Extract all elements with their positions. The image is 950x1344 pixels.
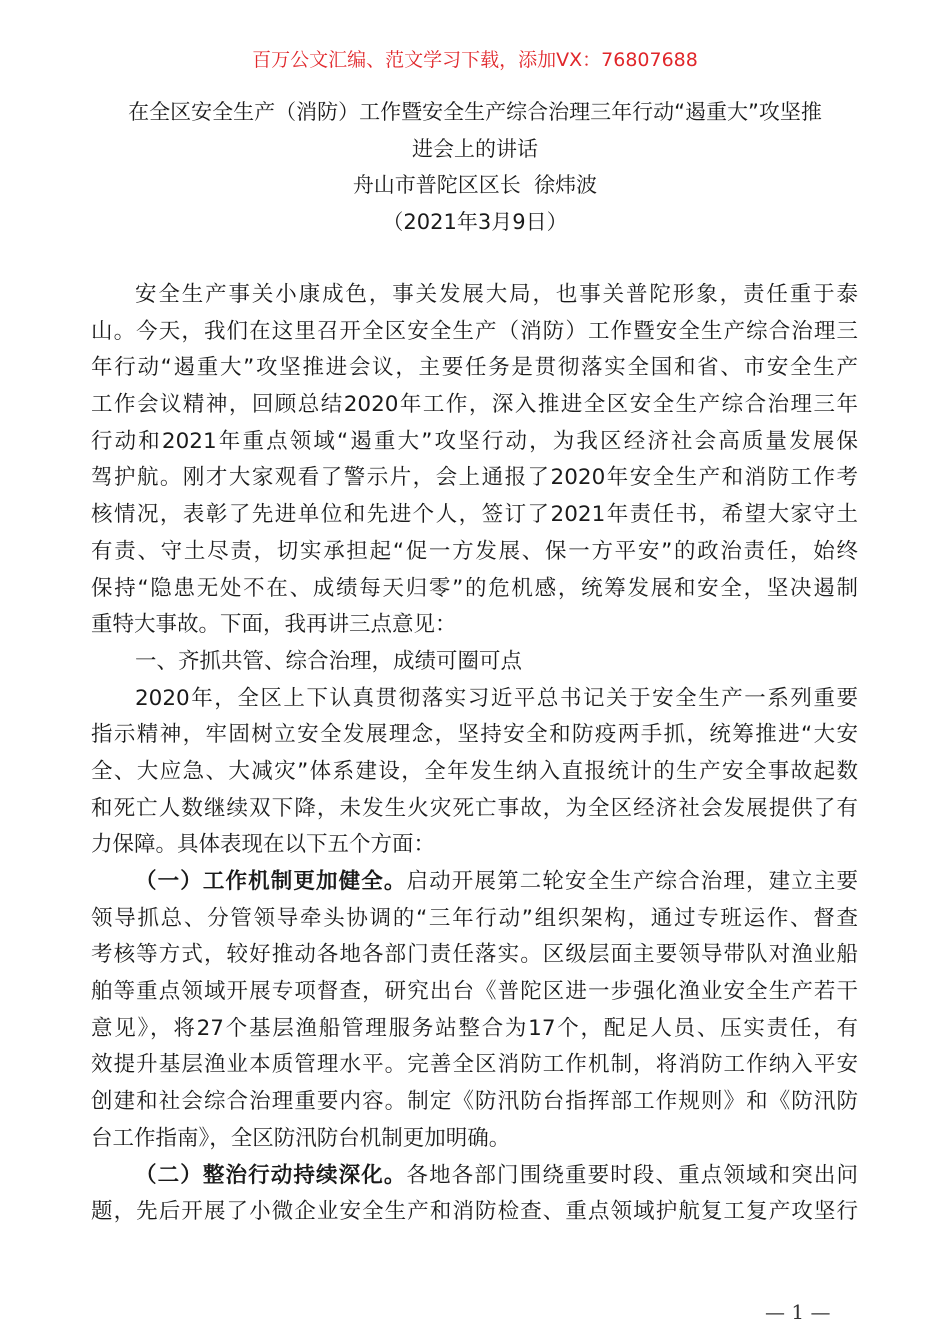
text-line [91,314,858,351]
text-line [91,1047,858,1084]
text-line [91,681,858,718]
line-text: 考核等方式，较好推动各地各部门责任落实。区级层面主要领导带队对渔业船 [91,942,858,968]
line-text: 山。今天，我们在这里召开全区安全生产（消防）工作暨安全生产综合治理三 [91,318,858,344]
paragraph-lead: （一）工作机制更加健全。 [135,869,407,894]
line-text: 行动和2021年重点领域“遏重大”攻坚行动，为我区经济社会高质量发展保 [91,428,858,454]
text-line [91,1194,858,1231]
line-text: 创建和社会综合治理重要内容。制定《防汛防台指挥部工作规则》和《防汛防 [91,1089,858,1115]
line-text: 启动开展第二轮安全生产综合治理，建立主要 [406,869,858,894]
line-text: 指示精神，牢固树立安全发展理念，坚持安全和防疫两手抓，统筹推进“大安 [91,722,858,748]
text-line [91,1121,858,1158]
line-text: 一、齐抓共管、综合治理，成绩可圈可点 [135,648,523,674]
line-text: 领导抓总、分管领导牵头协调的“三年行动”组织架构，通过专班运作、督查 [91,905,858,931]
paragraph [91,277,858,644]
text-line [91,460,858,497]
text-line [91,534,858,571]
text-line [91,1084,858,1121]
line-text: 意见》，将27个基层渔船管理服务站整合为17个，配足人员、压实责任，有 [91,1015,858,1041]
text-line [91,717,858,754]
line-text: 全、大应急、大减灾”体系建设，全年发生纳入直报统计的生产安全事故起数 [91,758,858,784]
text-line [91,754,858,791]
page-number: — 1 — [765,1300,831,1324]
line-text: 力保障。具体表现在以下五个方面： [91,832,436,858]
text-line [91,901,858,938]
text-line [91,607,858,644]
paragraph [91,864,858,1158]
paragraph [91,1158,858,1231]
line-text: 保持“隐患无处不在、成绩每天归零”的危机感，统筹发展和安全，坚决遏制 [91,575,858,601]
line-text: 各地各部门围绕重要时段、重点领域和突出问 [406,1162,858,1188]
paragraph [91,681,858,864]
line-text: 2020年，全区上下认真贯彻落实习近平总书记关于安全生产一系列重要 [135,685,858,711]
speech-date: （2021年3月9日） [382,210,568,234]
text-line [91,350,858,387]
watermark-banner: 百万公文汇编、范文学习下载，添加VX：76807688 [252,49,698,71]
text-line [91,1158,858,1195]
text-line [91,424,858,461]
text-line [91,864,858,901]
line-text: 驾护航。刚才大家观看了警示片，会上通报了2020年安全生产和消防工作考 [91,465,858,491]
text-line [91,644,858,681]
document-title-line-2: 进会上的讲话 [412,137,538,161]
line-text: 有责、守土尽责，切实承担起“促一方发展、保一方平安”的政治责任，始终 [91,538,858,564]
speaker-line: 舟山市普陀区区长 徐炜波 [352,173,598,197]
line-text: 工作会议精神，回顾总结2020年工作，深入推进全区安全生产综合治理三年 [91,392,858,418]
line-text: 重特大事故。下面，我再讲三点意见： [91,612,457,638]
text-line [91,387,858,424]
document-body [91,277,858,1231]
line-text: 效提升基层渔业本质管理水平。完善全区消防工作机制，将消防工作纳入平安 [91,1052,858,1078]
line-text: 和死亡人数继续双下降，未发生火灾死亡事故，为全区经济社会发展提供了有 [91,795,858,821]
text-line [91,827,858,864]
line-text: 台工作指南》，全区防汛防台机制更加明确。 [91,1125,511,1151]
text-line [91,277,858,314]
document-title-line-1: 在全区安全生产（消防）工作暨安全生产综合治理三年行动“遏重大”攻坚推 [128,100,822,124]
text-line [91,1011,858,1048]
line-text: 核情况，表彰了先进单位和先进个人，签订了2021年责任书，希望大家守土 [91,502,858,528]
section-heading [91,644,858,681]
text-line [91,974,858,1011]
text-line [91,571,858,608]
text-line [91,937,858,974]
line-text: 舶等重点领域开展专项督查，研究出台《普陀区进一步强化渔业安全生产若干 [91,979,858,1005]
text-line [91,791,858,828]
line-text: 年行动“遏重大”攻坚推进会议，主要任务是贯彻落实全国和省、市安全生产 [91,355,858,381]
text-line [91,497,858,534]
line-text: 题，先后开展了小微企业安全生产和消防检查、重点领域护航复工复产攻坚行 [91,1199,858,1225]
line-text: 安全生产事关小康成色，事关发展大局，也事关普陀形象，责任重于泰 [135,282,858,307]
paragraph-lead: （二）整治行动持续深化。 [135,1162,407,1188]
